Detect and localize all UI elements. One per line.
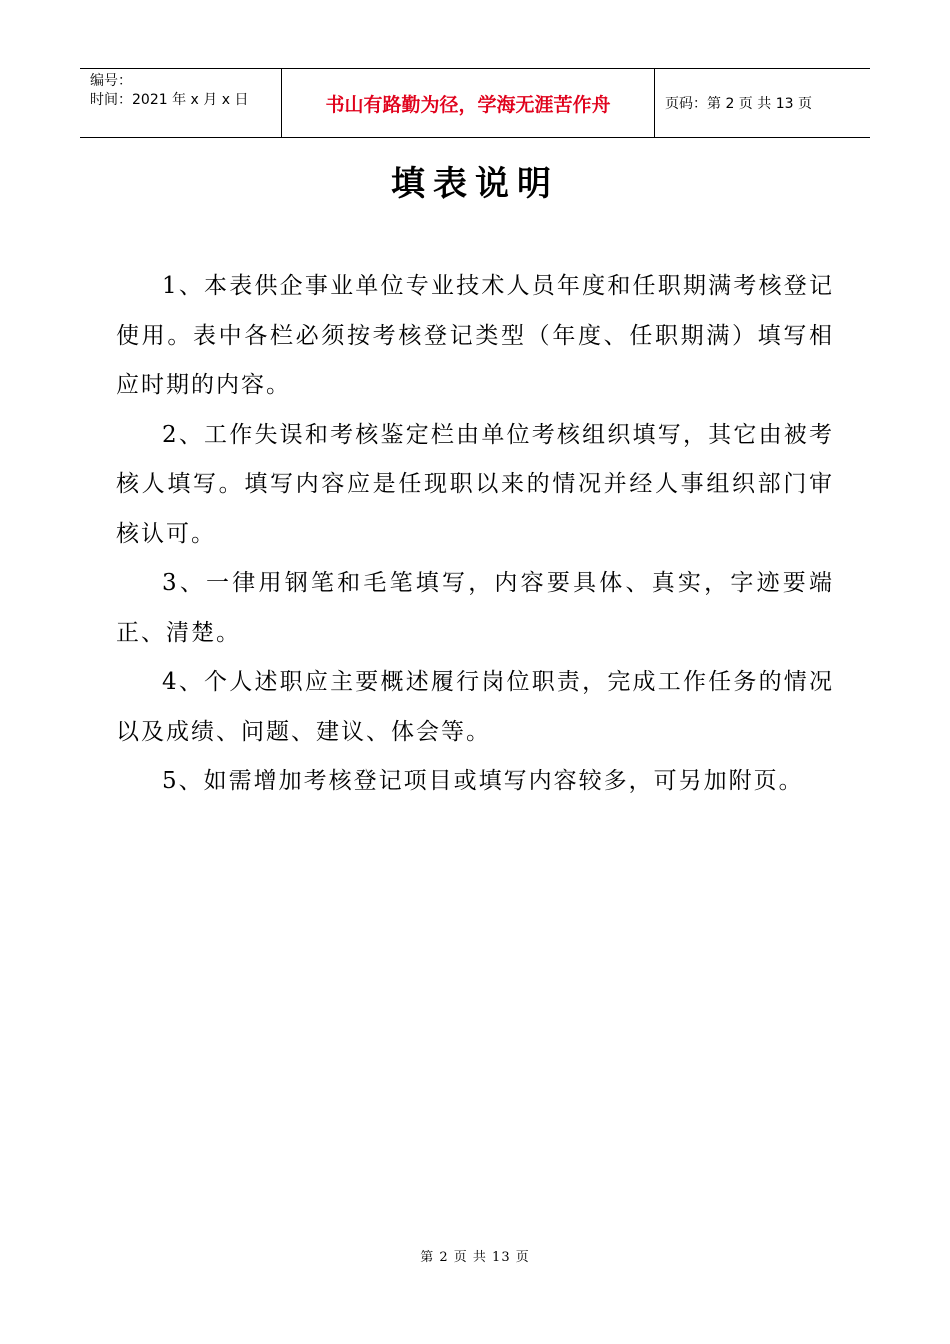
instruction-item-4: 4、个人述职应主要概述履行岗位职责，完成工作任务的情况以及成绩、问题、建议、体会等。 xyxy=(116,669,834,745)
document-time-label: 时间：2021 年 x 月 x 日 xyxy=(90,92,249,108)
instruction-item-2: 2、工作失误和考核鉴定栏由单位考核组织填写，其它由被考核人填写。填写内容应是任现职以来的情况并经人事组织部门审核认可。 xyxy=(116,421,834,547)
page-footer: 第 2 页 共 13 页 xyxy=(420,1250,530,1265)
header-page-code: 页码：第 2 页 共 13 页 xyxy=(665,96,812,112)
instruction-item-5: 5、如需增加考核登记项目或填写内容较多，可另加附页。 xyxy=(162,768,804,794)
document-number-label: 编号： xyxy=(90,73,132,89)
header-motto: 书山有路勤为径，学海无涯苦作舟 xyxy=(281,69,655,137)
document-header xyxy=(80,68,870,138)
page-title: 填表说明 xyxy=(391,164,559,204)
instruction-item-1: 1、本表供企事业单位专业技术人员年度和任职期满考核登记使用。表中各栏必须按考核登记类型（年度、任职期满）填写相应时期的内容。 xyxy=(116,273,834,398)
instruction-item-3: 3、一律用钢笔和毛笔填写，内容要具体、真实，字迹要端正、清楚。 xyxy=(116,570,834,646)
instructions-body xyxy=(116,262,834,807)
header-meta xyxy=(80,69,281,137)
